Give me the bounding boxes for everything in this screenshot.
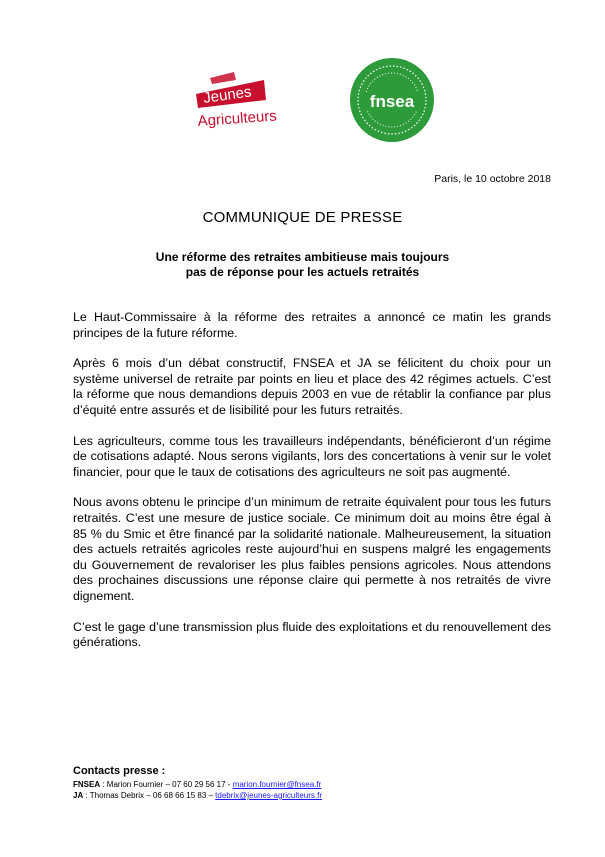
- ja-logo-word-2: Agriculteurs: [197, 107, 278, 130]
- ja-logo-word-1: Jeunes: [202, 83, 253, 107]
- subtitle-line-1: Une réforme des retraites ambitieuse mais toujours: [155, 250, 450, 264]
- paragraph-1: Le Haut-Commissaire à la réforme des retraites a annoncé ce matin les grands principes de la future réforme.: [73, 310, 551, 340]
- contacts-title: Contacts presse :: [73, 765, 166, 777]
- fnsea-logo-word: fnsea: [369, 92, 415, 111]
- contact-ja: [73, 790, 553, 801]
- contact-ja-org: JA: [73, 791, 84, 800]
- place-date: Paris, le 10 octobre 2018: [434, 173, 551, 185]
- ja-red-flag: [210, 72, 236, 84]
- jeunes-agriculteurs-logo: [190, 70, 285, 135]
- subtitle: [0, 250, 605, 280]
- contact-ja-details: : Thomas Debrix – 06 68 66 15 83 –: [83, 791, 216, 800]
- subtitle-line-2: pas de réponse pour les actuels retraités: [185, 265, 420, 279]
- contact-fnsea-details: : Marion Fournier – 07 60 29 56 17 -: [100, 780, 233, 789]
- paragraph-3: Les agriculteurs, comme tous les travailleurs indépendants, bénéficieront d’un régime de cotisations adapté. Nous serons vigilants, lors des concertations à venir sur le volet financier, pour que le taux de cotisations des agriculteurs ne soit pas augmenté.: [73, 433, 551, 479]
- paragraph-5: C’est le gage d’une transmission plus fluide des exploitations et du renouvellement des générations.: [73, 619, 551, 650]
- contact-fnsea-email-link[interactable]: marion.fournier@fnsea.fr: [232, 780, 322, 789]
- page-title: COMMUNIQUE DE PRESSE: [202, 209, 403, 226]
- contact-fnsea: [73, 779, 553, 790]
- paragraph-2: Après 6 mois d’un débat constructif, FNSEA et JA se félicitent du choix pour un système universel de retraite par points en lieu et place des 42 régimes actuels. C’est la réforme que nous demandions depuis 2003 en vue de rétablir la confiance par plus d’équité entre assurés et de lisibilité pour les futurs retraités.: [73, 356, 551, 417]
- press-contacts: [73, 765, 553, 801]
- paragraph-4: Nous avons obtenu le principe d’un minimum de retraite équivalent pour tous les futurs retraités. C’est une mesure de justice sociale. Ce minimum doit au moins être égal à 85 % du Smic et être financé par la solidarité nationale. Malheureusement, la situation des actuels retraités agricoles reste aujourd’hui en suspens malgré les engagements du Gouvernement de revaloriser les plus faibles pensions agricoles. Nous attendons des prochaines discussions une réponse claire qui permette à nos retraités de vivre dignement.: [73, 495, 551, 603]
- contact-ja-email-link[interactable]: tdebrix@jeunes-agriculteurs.fr: [215, 791, 323, 800]
- press-release-body: [73, 310, 551, 666]
- contact-fnsea-org: FNSEA: [73, 780, 101, 789]
- fnsea-logo: [348, 56, 436, 144]
